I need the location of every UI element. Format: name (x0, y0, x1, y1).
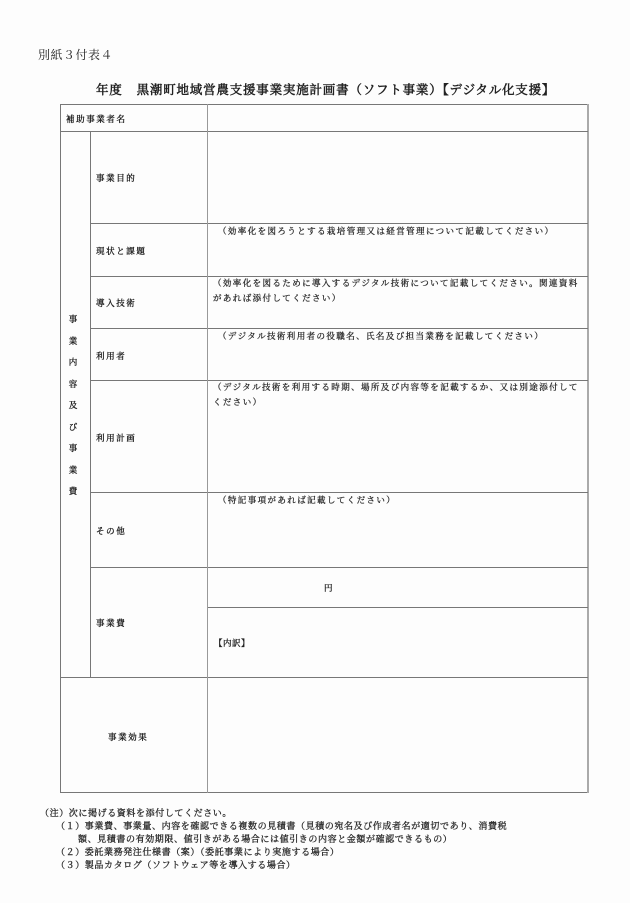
effect-field[interactable] (208, 678, 587, 792)
title-text: 黒潮町地域営農支援事業実施計画書（ソフト事業）【デジタル化支援】 (136, 82, 556, 97)
row-label-cost: 事業費 (96, 619, 127, 629)
group-char: 事 (68, 315, 78, 325)
amount-field[interactable] (208, 568, 587, 607)
row-label-users: 利用者 (96, 352, 127, 362)
row-label-purpose: 事業目的 (96, 174, 137, 184)
note-item-3: （３）製品カタログ（ソフトウェア等を導入する場合） (56, 861, 296, 871)
group-label-vertical (66, 310, 80, 504)
applicant-field[interactable] (208, 105, 587, 131)
year-label: 年度 (96, 82, 123, 97)
group-char: 事 (68, 444, 78, 454)
row-divider (90, 492, 588, 493)
effect-label: 事業効果 (108, 733, 149, 743)
group-char: 容 (68, 379, 78, 390)
plan-hint: （デジタル技術を利用する時期、場所及び内容等を記載するか、又は別途添付してください） (213, 383, 579, 408)
note-item-2: （２）委託業務発注仕様書（案）（委託事業により実施する場合） (56, 848, 340, 858)
row-label-plan: 利用計画 (96, 434, 137, 444)
breakdown-label: 【内訳】 (214, 639, 251, 649)
note-item-1-continued: 額、見積書の有効期限、値引きがある場合には値引きの内容と金額が確認できるもの） (78, 835, 453, 845)
purpose-field[interactable] (208, 132, 587, 223)
notes (40, 808, 507, 873)
users-hint: （デジタル技術利用者の役職名、氏名及び担当業務を記載してください） (218, 332, 545, 342)
page-title (96, 80, 555, 98)
group-char: 費 (68, 487, 78, 497)
notes-intro: （注）次に掲げる資料を添付してください。 (40, 809, 233, 819)
row-divider (207, 607, 588, 608)
group-char: 内 (68, 358, 78, 368)
row-label-other: その他 (96, 527, 127, 537)
amount-unit: 円 (324, 584, 335, 594)
annex-label: 別紙３付表４ (38, 48, 114, 62)
col-divider (90, 131, 91, 677)
other-hint: （特記事項があれば記載してください） (218, 496, 397, 506)
group-char: 及 (68, 401, 78, 411)
row-label-status: 現状と課題 (96, 247, 147, 257)
table-border-right (587, 104, 589, 793)
row-divider (90, 328, 588, 329)
row-label-technology: 導入技術 (96, 299, 137, 309)
note-item-1: （１）事業費、事業量、内容を確認できる複数の見積書（見積の宛名及び作成者名が適切であり、消費税 (56, 822, 508, 832)
table-border-bottom (60, 792, 588, 793)
group-char: 業 (68, 465, 78, 476)
group-char: 業 (68, 336, 78, 347)
row-divider (90, 223, 588, 224)
group-char: び (68, 422, 78, 433)
technology-hint: （効率化を図るために導入するデジタル技術について記載してください。関連資料があれば添付してください） (213, 279, 579, 304)
table-border-left (60, 104, 61, 793)
status-hint: （効率化を図ろうとする栽培管理又は経営管理について記載してください） (218, 227, 555, 237)
applicant-label: 補助事業者名 (66, 115, 127, 125)
